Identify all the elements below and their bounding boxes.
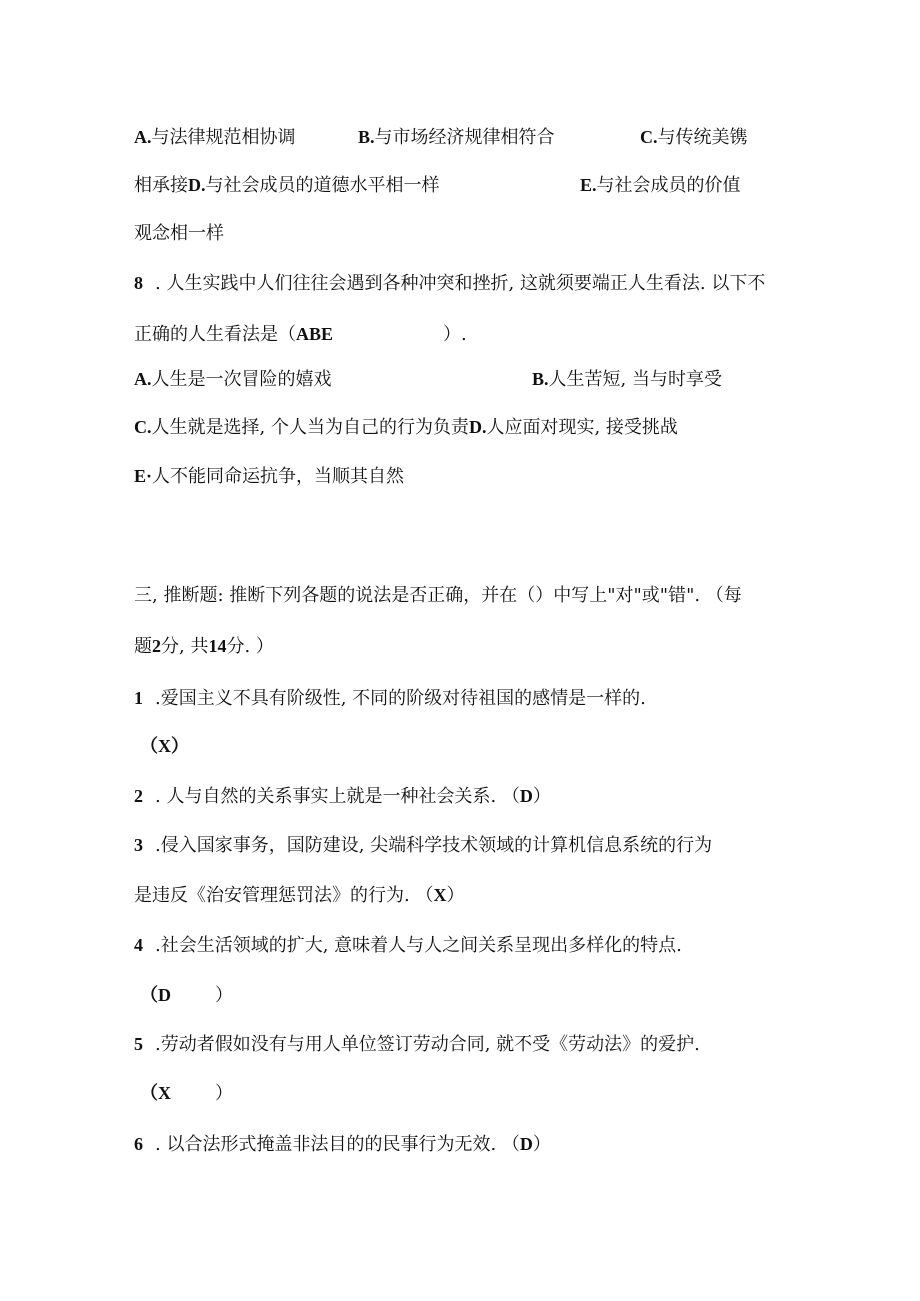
option-letter: C. — [134, 417, 152, 437]
tf-item-5 — [134, 1032, 700, 1057]
tf-item-4-answer — [140, 983, 233, 1008]
question-text: . 人生实践中人们往往会遇到各种冲突和挫折, 这就须要端正人生看法. 以下不 — [155, 273, 766, 294]
heading-text: 分. ） — [226, 636, 274, 657]
question-text: 正确的人生看法是（ — [134, 324, 296, 345]
answer-close: ） — [446, 885, 465, 906]
tf-item-2 — [134, 784, 551, 809]
option-letter: D. — [468, 417, 487, 437]
answer-close: ）. — [443, 324, 467, 345]
option-text: 与市场经济规律相符合 — [374, 127, 555, 148]
tf-item-3 — [134, 833, 712, 858]
item-text: .爱国主义不具有阶级性, 不同的阶级对待祖国的感情是一样的. — [155, 688, 646, 709]
option-text: 人不能同命运抗争，当顺其自然 — [152, 466, 405, 487]
option-letter: B. — [358, 127, 375, 147]
tf-item-3-line2 — [134, 883, 464, 908]
item-text: 是违反《治安管理惩罚法》的行为. （ — [134, 885, 434, 906]
tf-item-1-answer: （X） — [140, 736, 189, 756]
option-text: 与社会成员的价值 — [596, 175, 741, 196]
option-letter: E· — [134, 466, 153, 486]
answer-close: ） — [532, 786, 551, 807]
option-letter: A. — [134, 369, 152, 389]
item-answer: D — [519, 786, 533, 806]
points-value: 2 — [152, 636, 161, 656]
item-answer: （X — [140, 1083, 171, 1103]
tf-item-4 — [134, 933, 682, 958]
item-number: 1 — [134, 688, 143, 708]
answer-close: ） — [215, 1083, 233, 1104]
option-letter: A. — [134, 127, 152, 147]
tf-item-5-answer — [140, 1081, 233, 1106]
item-number: 6 — [134, 1134, 143, 1154]
item-number: 5 — [134, 1034, 143, 1054]
item-text: . 以合法形式掩盖非法目的的民事行为无效. （ — [155, 1134, 520, 1155]
q8-question-line2 — [134, 322, 467, 347]
q7-option-a — [134, 125, 296, 150]
answer-value: ABE — [296, 324, 334, 344]
q8-question — [134, 271, 765, 296]
heading-text: 分, 共 — [161, 636, 209, 657]
option-letter: D. — [188, 175, 206, 195]
option-text: 与法律规范相协调 — [151, 127, 296, 148]
q7-option-e-continued: 观念相一样 — [134, 223, 224, 244]
item-answer: （D — [140, 985, 171, 1005]
q7-option-c — [640, 125, 748, 150]
q7-option-e — [580, 173, 741, 198]
item-number: 4 — [134, 935, 143, 955]
option-text: 与社会成员的道德水平相一样 — [205, 175, 440, 196]
option-text: 人应面对现实, 接受挑战 — [486, 417, 678, 438]
section-heading-line2 — [134, 634, 274, 659]
q7-option-b — [358, 125, 555, 150]
section-heading: 三, 推断题: 推断下列各题的说法是否正确，并在（）中写上"对"或"错". （每 — [134, 585, 742, 606]
q7-option-c-continued — [134, 173, 440, 198]
answer-close: ） — [532, 1134, 551, 1155]
option-text: 相承接 — [134, 175, 188, 196]
option-text: 人生就是选择, 个人当为自己的行为负责 — [151, 417, 469, 438]
question-number: 8 — [134, 273, 143, 293]
tf-item-6 — [134, 1132, 551, 1157]
option-text: 人生是一次冒险的嬉戏 — [151, 369, 332, 390]
item-text: . 人与自然的关系事实上就是一种社会关系. （ — [155, 786, 520, 807]
item-answer: D — [519, 1134, 533, 1154]
answer-close: ） — [215, 985, 233, 1006]
item-text: .社会生活领域的扩大, 意味着人与人之间关系呈现出多样化的特点. — [155, 935, 682, 956]
item-text: .侵入国家事务，国防建设, 尖端科学技术领域的计算机信息系统的行为 — [155, 835, 713, 856]
item-number: 2 — [134, 786, 143, 806]
option-text: 与传统美镌 — [657, 127, 748, 148]
item-answer: X — [433, 885, 447, 905]
option-letter: E. — [580, 175, 597, 195]
heading-text: 题 — [134, 636, 152, 657]
option-text: 人生苦短, 当与时享受 — [548, 369, 722, 390]
item-text: .劳动者假如没有与用人单位签订劳动合同, 就不受《劳动法》的爱护. — [155, 1034, 700, 1055]
item-number: 3 — [134, 835, 143, 855]
q8-option-b — [532, 367, 722, 392]
q8-option-a — [134, 367, 332, 392]
q8-option-c — [134, 415, 678, 440]
option-letter: C. — [640, 127, 658, 147]
total-value: 14 — [208, 636, 227, 656]
tf-item-1 — [134, 686, 646, 711]
q8-option-e — [134, 464, 404, 489]
option-letter: B. — [532, 369, 549, 389]
